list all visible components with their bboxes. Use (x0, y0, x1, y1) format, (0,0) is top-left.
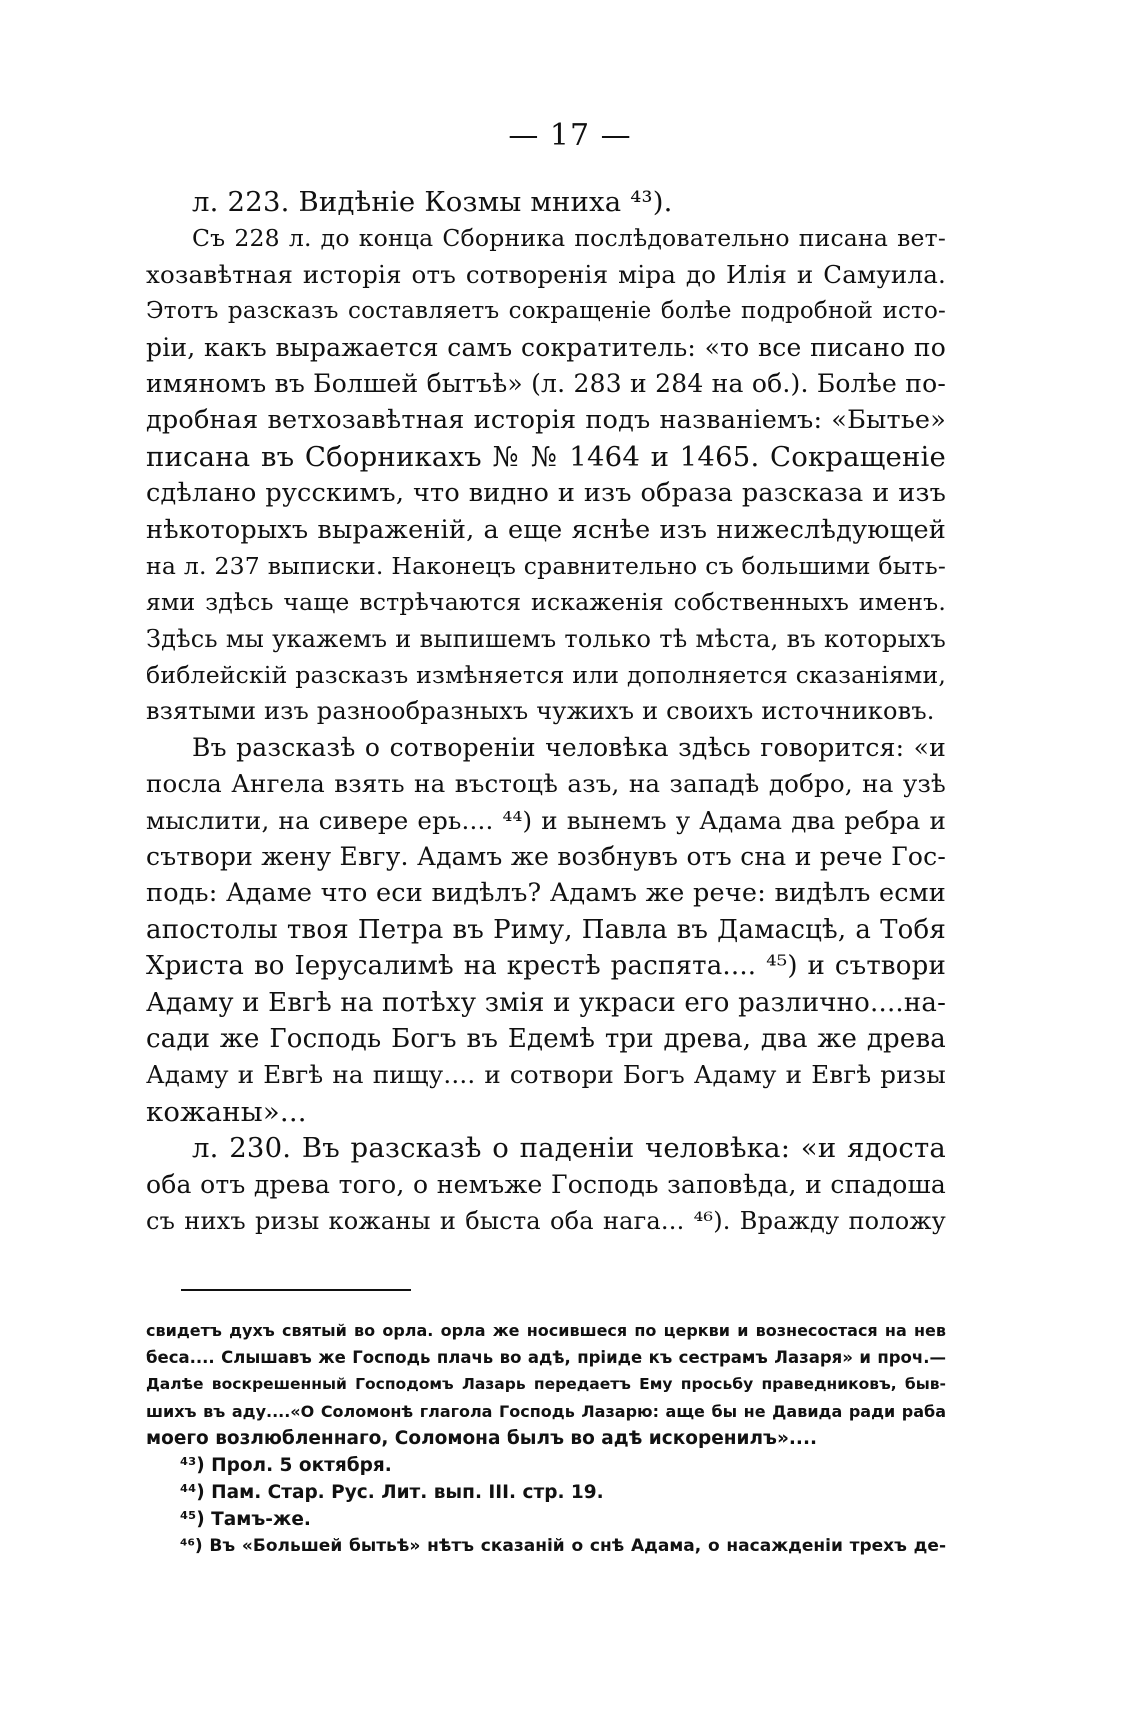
footnote-46: ⁴⁶) Въ «Большей бытьѣ» нѣтъ сказаній о снѣ Адама, о насажденіи трехъ де- (180, 1536, 946, 1556)
text-line: Въ разсказѣ о сотвореніи человѣка здѣсь говорится: «и (192, 732, 946, 762)
main-text (146, 184, 946, 1239)
text-line: имяномъ въ Болшей бытъѣ» (л. 283 и 284 на об.). Болѣе по- (146, 368, 946, 398)
text-line: Адаму и Евгѣ на пищу.... и сотвори Богъ Адаму и Евгѣ ризы (146, 1060, 946, 1090)
text-line: Христа во Іерусалимѣ на крестѣ распята.... ⁴⁵) и сътвори (146, 951, 946, 982)
text-line: оба отъ древа того, о немъже Господь заповѣда, и спадоша (146, 1169, 946, 1199)
footnotes (146, 1317, 946, 1560)
footnote-line: шихъ въ аду....«О Соломонѣ глагола Господь Лазарю: аще бы не Давида ради раба (146, 1402, 946, 1421)
footnote-line: Далѣе воскрешенный Господомъ Лазарь передаетъ Ему просьбу праведниковъ, быв- (146, 1375, 946, 1393)
footnote-divider (181, 1289, 411, 1291)
footnote-line: моего возлюбленнаго, Соломона былъ во адѣ искоренилъ».... (146, 1428, 818, 1449)
text-line: л. 223. Видѣніе Козмы мниха ⁴³). (192, 186, 673, 218)
text-line: кожаны»... (146, 1095, 307, 1128)
text-line: на л. 237 выписки. Наконецъ сравнительно съ большими быть- (146, 551, 946, 580)
text-line: Адаму и Евгѣ на потѣху змія и украси его различно....на- (146, 987, 947, 1018)
footnote-43: ⁴³) Прол. 5 октября. (180, 1455, 392, 1476)
text-line: посла Ангела взять на въстоцѣ азъ, на западѣ добро, на узѣ (146, 769, 946, 799)
text-line: мыслити, на сивере ерь.... ⁴⁴) и вынемъ у Адама два ребра и (146, 805, 946, 835)
text-line: Съ 228 л. до конца Сборника послѣдовательно писана вет- (192, 224, 946, 253)
footnote-45: ⁴⁵) Тамъ-же. (180, 1509, 311, 1530)
text-line: ями здѣсь чаще встрѣчаются искаженія собственныхъ именъ. (146, 588, 946, 617)
text-line: сади же Господь Богъ въ Едемѣ три древа, два же древа (146, 1023, 946, 1054)
text-line: ріи, какъ выражается самъ сократитель: «то все писано по (146, 332, 946, 362)
footnote-line: свидетъ духъ святый во орла. орла же носившеся по церкви и вознесостася на нев (146, 1321, 946, 1340)
text-line: съ нихъ ризы кожаны и быста оба нага... ⁴⁶). Вражду положу (146, 1206, 946, 1235)
text-line: подь: Адаме что еси видѣлъ? Адамъ же рече: видѣлъ есми (146, 878, 946, 909)
text-line: хозавѣтная исторія отъ сотворенія міра до Илія и Самуила. (146, 259, 946, 289)
page-number: — 17 — (508, 118, 632, 153)
text-line: писана въ Сборникахъ № № 1464 и 1465. Сокращеніе (146, 440, 946, 473)
text-line: сдѣлано русскимъ, что видно и изъ образа разсказа и изъ (146, 478, 946, 509)
text-line: дробная ветхозавѣтная исторія подъ названіемъ: «Бытье» (146, 405, 946, 436)
footnote-line: беса.... Слышавъ же Господь плачь во адѣ, пріиде къ сестрамъ Лазаря» и проч.— (146, 1348, 946, 1367)
text-line: Здѣсь мы укажемъ и выпишемъ только тѣ мѣста, въ которыхъ (146, 624, 946, 653)
footnote-44: ⁴⁴) Пам. Стар. Рус. Лит. вып. III. стр. 19. (180, 1482, 604, 1503)
text-line: апостолы твоя Петра въ Риму, Павла въ Дамасцѣ, а Тобя (146, 914, 946, 945)
text-line: взятыми изъ разнообразныхъ чужихъ и своихъ источниковъ. (146, 697, 935, 726)
text-line: библейскій разсказъ измѣняется или дополняется сказаніями, (146, 661, 946, 690)
text-line: л. 230. Въ разсказѣ о паденіи человѣка: «и ядоста (192, 1132, 946, 1165)
text-line: сътвори жену Евгу. Адамъ же возбнувъ отъ сна и рече Гос- (146, 842, 946, 872)
text-line: нѣкоторыхъ выраженій, а еще яснѣе изъ нижеслѣдующей (146, 514, 946, 545)
text-line: Этотъ разсказъ составляетъ сокращеніе болѣе подробной исто- (146, 298, 946, 325)
